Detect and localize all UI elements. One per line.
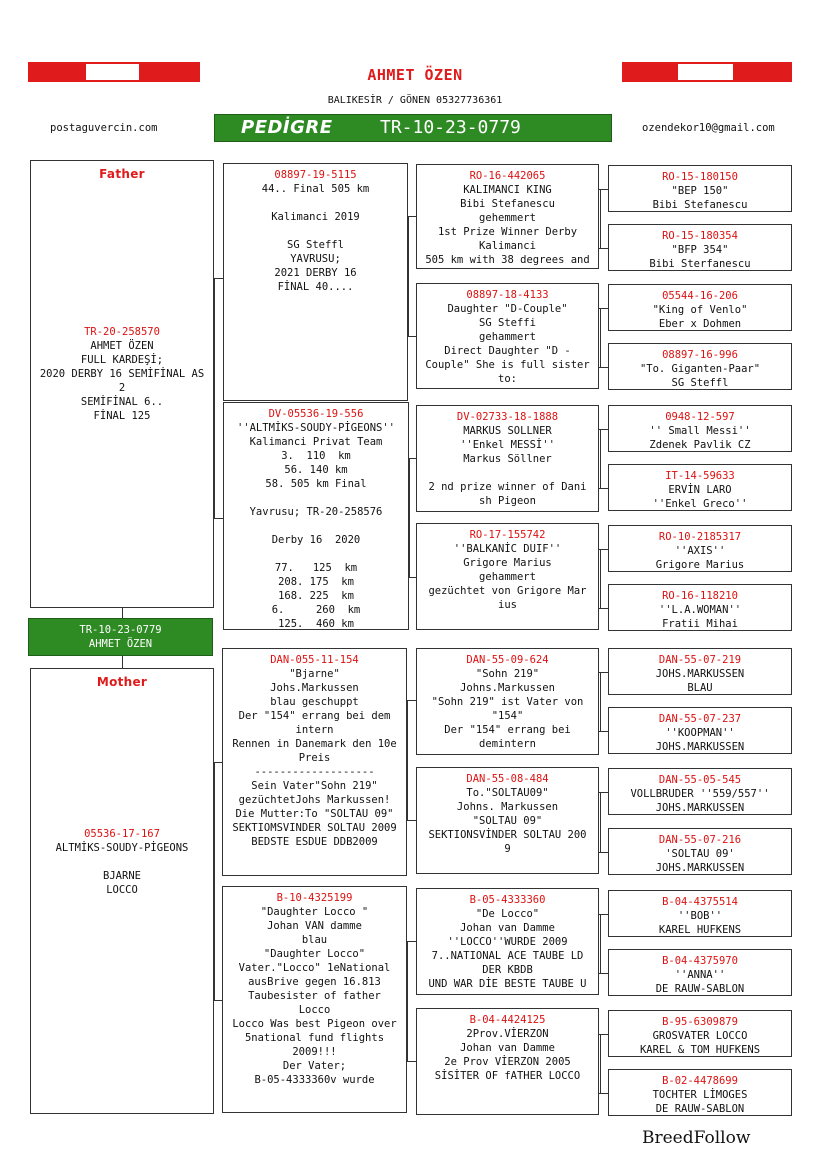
gen3-line: demintern xyxy=(479,738,536,750)
gen4-line: TOCHTER LİMOGES xyxy=(652,1089,748,1101)
brand-logo: BreedFollow xyxy=(642,1128,751,1148)
gen4-box xyxy=(608,284,792,331)
gen2-line: B-05-4333360v wurde xyxy=(254,1074,375,1086)
gen3-line: SİSİTER OF fATHER LOCCO xyxy=(434,1070,581,1082)
gen3-line: "SOLTAU 09" xyxy=(472,815,543,827)
pedigree-label: PEDİGRE xyxy=(241,117,333,138)
gen3-line: gezüchtet von Grigore Mar xyxy=(428,585,587,597)
gen3-line: "De Locco" xyxy=(475,908,540,920)
gen3-ring: B-04-4424125 xyxy=(469,1014,546,1026)
gen2-box xyxy=(222,648,407,876)
gen2-line xyxy=(224,519,408,533)
gen4-line: ''L.A.WOMAN'' xyxy=(658,604,742,616)
gen4-line: JOHS.MARKUSSEN xyxy=(655,741,745,753)
gen3-line: gehammert xyxy=(479,331,536,343)
father-line: SEMİFİNAL 6.. xyxy=(80,396,164,408)
gen3-line: Bibi Stefanescu xyxy=(460,198,555,210)
gen3-line: Markus Söllner xyxy=(463,453,552,465)
gen2-line: blau xyxy=(301,934,328,946)
connector-line xyxy=(409,458,416,459)
gen3-line: 7..NATIONAL ACE TAUBE LD xyxy=(431,950,584,962)
gen4-line: ''KOOPMAN'' xyxy=(665,727,735,739)
connector-line xyxy=(599,608,608,609)
gen3-ring: RO-16-442065 xyxy=(469,170,546,182)
gen4-line: Zdenek Pavlik CZ xyxy=(649,439,751,451)
connector-line xyxy=(408,216,416,217)
gen4-box xyxy=(608,1069,792,1116)
mother-line: LOCCO xyxy=(106,884,138,896)
gen3-line: gehemmert xyxy=(479,212,536,224)
subject-ring: TR-10-23-0779 xyxy=(79,624,162,636)
gen4-ring: DAN-55-07-216 xyxy=(658,834,742,846)
website-text: postaguvercin.com xyxy=(50,122,158,134)
gen4-line: ''BOB'' xyxy=(677,910,723,922)
gen2-line: "Daughter Locco " xyxy=(260,906,369,918)
father-line: AHMET ÖZEN xyxy=(90,340,154,352)
gen3-ring: DAN-55-09-624 xyxy=(466,654,549,666)
gen4-ring: RO-15-180354 xyxy=(662,230,738,242)
gen3-line: Grigore Marius xyxy=(463,557,552,569)
gen3-line: 505 km with 38 degrees and xyxy=(425,254,590,266)
mother-label: Mother xyxy=(96,675,148,689)
gen3-ring: DAN-55-08-484 xyxy=(466,773,549,785)
connector-line xyxy=(599,731,608,732)
gen2-line: Sein Vater"Sohn 219" xyxy=(251,780,378,792)
gen2-line: Der Vater; xyxy=(282,1060,347,1072)
connector-line xyxy=(599,1034,608,1035)
gen4-line: 'SOLTAU 09' xyxy=(665,848,735,860)
gen2-line: 208. 175 km xyxy=(278,576,354,588)
gen2-line xyxy=(224,491,408,505)
gen3-line: 2e Prov VİERZON 2005 xyxy=(444,1056,571,1068)
gen2-line: Locco Was best Pigeon over xyxy=(232,1018,397,1030)
gen3-line: ''BALKANİC DUIF'' xyxy=(453,543,562,555)
gen2-ring: 08897-19-5115 xyxy=(274,169,357,181)
gen3-line: Couple" She is full sister xyxy=(425,359,590,371)
subject-box xyxy=(28,618,213,656)
connector-line xyxy=(408,216,409,336)
connector-line xyxy=(599,367,608,368)
connector-line xyxy=(407,700,408,820)
connector-line xyxy=(600,549,601,608)
gen4-line: Bibi Stefanescu xyxy=(652,199,748,211)
gen3-ring: RO-17-155742 xyxy=(469,529,546,541)
gen4-line: '' Small Messi'' xyxy=(649,425,751,437)
gen4-line: GROSVATER LOCCO xyxy=(652,1030,748,1042)
gen4-ring: DAN-55-05-545 xyxy=(658,774,742,786)
gen4-line: ''ANNA'' xyxy=(674,969,726,981)
connector-line xyxy=(407,820,416,821)
gen4-line: "BEP 150" xyxy=(671,185,729,197)
gen2-line: Johs.Markussen xyxy=(270,682,359,694)
gen2-box xyxy=(223,402,409,630)
gen4-ring: DAN-55-07-219 xyxy=(658,654,742,666)
connector-line xyxy=(214,278,215,518)
gen4-line: ''AXIS'' xyxy=(674,545,726,557)
gen3-line: to: xyxy=(498,373,517,385)
breeder-location: BALIKESİR / GÖNEN 05327736361 xyxy=(327,95,503,106)
gen2-line xyxy=(224,196,407,210)
connector-line xyxy=(407,941,416,942)
gen3-line: SG Steffi xyxy=(479,317,536,329)
mother-line: ALTMİKS-SOUDY-PİGEONS xyxy=(55,842,189,854)
mother-line xyxy=(31,855,213,869)
gen3-line: UND WAR DİE BESTE TAUBE U xyxy=(428,978,587,990)
gen2-line: Der "154" errang bei dem xyxy=(238,710,391,722)
gen2-line: BEDSTE ESDUE DDB2009 xyxy=(251,836,378,848)
gen4-line: DE RAUW-SABLON xyxy=(655,983,745,995)
gen3-line: 2Prov.VİERZON xyxy=(466,1028,549,1040)
gen4-ring: B-95-6309879 xyxy=(662,1016,738,1028)
gen2-line: Derby 16 2020 xyxy=(271,534,361,546)
gen2-line: FİNAL 40.... xyxy=(277,281,354,293)
right-flag xyxy=(622,62,792,82)
gen4-ring: B-04-4375514 xyxy=(662,896,738,908)
gen2-line: Die Mutter:To "SOLTAU 09" xyxy=(235,808,394,820)
gen2-line: 3. 110 km xyxy=(281,450,351,462)
father-line: FİNAL 125 xyxy=(93,410,151,422)
connector-line xyxy=(600,672,601,731)
gen2-line: Kalimanci 2019 xyxy=(271,211,360,223)
gen3-line: Johan van Damme xyxy=(460,922,555,934)
gen2-line xyxy=(224,224,407,238)
gen2-line: Kalimanci Privat Team xyxy=(249,436,383,448)
gen4-line: "King of Venlo" xyxy=(652,304,748,316)
gen2-line: 56. 140 km xyxy=(284,464,348,476)
gen2-line: Taubesister of father xyxy=(248,990,381,1002)
connector-line xyxy=(599,914,608,915)
gen3-box xyxy=(416,888,599,995)
gen3-line: "Sohn 219" ist Vater von xyxy=(431,696,584,708)
gen3-line: SEKTIONSVİNDER SOLTAU 200 xyxy=(428,829,587,841)
connector-line xyxy=(599,672,608,673)
gen2-line: gezüchtetJohs Markussen! xyxy=(238,794,391,806)
gen4-ring: 0948-12-597 xyxy=(665,411,735,423)
connector-line xyxy=(600,308,601,367)
gen2-line: Johan VAN damme xyxy=(267,920,362,932)
gen3-line xyxy=(417,466,598,480)
gen4-ring: RO-10-2185317 xyxy=(658,531,742,543)
subject-owner: AHMET ÖZEN xyxy=(88,638,153,650)
connector-line xyxy=(214,278,223,279)
gen4-box xyxy=(608,949,792,996)
father-line: 2020 DERBY 16 SEMİFİNAL AS xyxy=(39,368,205,380)
gen3-line: "Sohn 219" xyxy=(475,668,540,680)
connector-line xyxy=(599,488,608,489)
gen4-line: DE RAUW-SABLON xyxy=(655,1103,745,1115)
gen2-box xyxy=(223,163,408,401)
gen4-ring: DAN-55-07-237 xyxy=(658,713,742,725)
connector-line xyxy=(599,792,608,793)
gen4-box xyxy=(608,343,792,390)
gen4-line: Bibi Sterfanescu xyxy=(649,258,751,270)
gen2-line: 44.. Final 505 km xyxy=(261,183,370,195)
gen4-line: JOHS.MARKUSSEN xyxy=(655,668,745,680)
gen3-line: Daughter "D-Couple" xyxy=(447,303,568,315)
pedigree-banner xyxy=(214,114,612,142)
gen4-ring: IT-14-59633 xyxy=(665,470,735,482)
connector-line xyxy=(409,458,410,577)
connector-line xyxy=(599,248,608,249)
gen2-line: Yavrusu; TR-20-258576 xyxy=(249,506,383,518)
gen4-box xyxy=(608,224,792,271)
gen4-line: "BFP 354" xyxy=(671,244,729,256)
gen2-line: YAVRUSU; xyxy=(290,253,341,265)
gen4-box xyxy=(608,165,792,212)
gen4-box xyxy=(608,1010,792,1057)
banner-ring: TR-10-23-0779 xyxy=(380,117,521,138)
connector-line xyxy=(599,549,608,550)
gen2-ring: DV-05536-19-556 xyxy=(268,408,364,420)
gen3-line: ''LOCCO''WURDE 2009 xyxy=(447,936,568,948)
gen2-line xyxy=(224,547,408,561)
gen4-ring: B-04-4375970 xyxy=(662,955,738,967)
father-ring: TR-20-258570 xyxy=(84,326,160,338)
gen3-line: Johns. Markussen xyxy=(456,801,559,813)
left-flag xyxy=(28,62,200,82)
gen4-box xyxy=(608,464,792,511)
connector-line xyxy=(599,429,608,430)
mother-line: BJARNE xyxy=(103,870,141,882)
gen3-line: 2 nd prize winner of Dani xyxy=(428,481,587,493)
connector-line xyxy=(408,336,416,337)
gen4-box xyxy=(608,890,792,937)
gen3-line: ius xyxy=(498,599,517,611)
gen2-line: 6. 260 km xyxy=(271,604,361,616)
gen3-line: Kalimanci xyxy=(479,240,536,252)
gen4-box xyxy=(608,707,792,754)
gen2-line: 77. 125 km xyxy=(274,562,358,574)
gen2-line: blau geschuppt xyxy=(270,696,359,708)
connector-line xyxy=(600,1034,601,1093)
gen4-ring: 08897-16-996 xyxy=(662,349,738,361)
connector-line xyxy=(599,189,608,190)
gen2-line: 58. 505 km Final xyxy=(265,478,367,490)
gen3-line: To."SOLTAU09" xyxy=(466,787,549,799)
gen3-line: KALIMANCI KING xyxy=(463,184,552,196)
gen2-line: "Bjarne" xyxy=(289,668,340,680)
connector-line xyxy=(409,577,416,578)
gen4-box xyxy=(608,584,792,631)
gen2-line: "Daughter Locco" xyxy=(263,948,366,960)
gen3-line: gehammert xyxy=(479,571,536,583)
connector-line xyxy=(600,429,601,488)
gen2-line: ------------------- xyxy=(254,766,375,778)
gen3-box xyxy=(416,283,599,389)
gen3-line: Direct Daughter "D - xyxy=(444,345,571,357)
mother-box xyxy=(30,668,214,1114)
gen2-line: Rennen in Danemark den 10e xyxy=(232,738,397,750)
gen4-box xyxy=(608,648,792,695)
gen3-box xyxy=(416,164,599,269)
gen4-line: BLAU xyxy=(687,682,713,694)
gen4-ring: 05544-16-206 xyxy=(662,290,738,302)
connector-line xyxy=(214,762,222,763)
gen2-line: intern xyxy=(295,724,334,736)
gen2-line: 168. 225 km xyxy=(278,590,354,602)
mother-ring: 05536-17-167 xyxy=(84,828,160,840)
connector-line xyxy=(599,1093,608,1094)
gen3-line: 1st Prize Winner Derby xyxy=(437,226,578,238)
gen4-ring: RO-16-118210 xyxy=(662,590,738,602)
gen2-line: Preis xyxy=(298,752,331,764)
connector-line xyxy=(407,941,408,1061)
connector-line xyxy=(214,1000,222,1001)
father-line: FULL KARDEŞİ; xyxy=(80,354,164,366)
gen3-box xyxy=(416,1008,599,1115)
gen3-line: DER KBDB xyxy=(482,964,533,976)
connector-line xyxy=(599,852,608,853)
gen4-line: Eber x Dohmen xyxy=(658,318,742,330)
gen3-line: ''Enkel MESSİ'' xyxy=(460,439,555,451)
gen3-box xyxy=(416,648,599,755)
gen4-line: JOHS.MARKUSSEN xyxy=(655,802,745,814)
gen3-line: Johan van Damme xyxy=(460,1042,555,1054)
gen2-line: SEKTIOMSVINDER SOLTAU 2009 xyxy=(232,822,397,834)
gen4-line: ''Enkel Greco'' xyxy=(652,498,748,510)
email-text: ozendekor10@gmail.com xyxy=(642,122,775,134)
gen4-box xyxy=(608,405,792,452)
gen3-ring: 08897-18-4133 xyxy=(466,289,549,301)
gen4-line: Grigore Marius xyxy=(655,559,745,571)
gen2-box xyxy=(222,886,407,1113)
gen4-line: VOLLBRUDER ''559/557'' xyxy=(630,788,770,800)
gen4-line: KAREL HUFKENS xyxy=(658,924,742,936)
father-box xyxy=(30,160,214,608)
gen2-ring: B-10-4325199 xyxy=(276,892,353,904)
gen4-ring: B-02-4478699 xyxy=(662,1075,738,1087)
gen2-line: 125. 460 km xyxy=(278,618,354,630)
father-label: Father xyxy=(99,167,145,181)
gen2-line: ''ALTMİKS-SOUDY-PİGEONS'' xyxy=(236,422,396,434)
gen2-ring: DAN-055-11-154 xyxy=(270,654,359,666)
gen3-line: MARKUS SOLLNER xyxy=(463,425,552,437)
connector-line xyxy=(600,914,601,973)
connector-line xyxy=(407,1061,416,1062)
gen4-box xyxy=(608,828,792,875)
gen3-ring: DV-02733-18-1888 xyxy=(456,411,559,423)
gen4-box xyxy=(608,768,792,815)
gen2-line: 2021 DERBY 16 xyxy=(274,267,357,279)
gen3-line: Johns.Markussen xyxy=(460,682,555,694)
gen4-box xyxy=(608,525,792,572)
gen3-box xyxy=(416,405,599,512)
connector-line xyxy=(600,189,601,248)
connector-line xyxy=(599,308,608,309)
connector-line xyxy=(599,973,608,974)
gen4-line: KAREL & TOM HUFKENS xyxy=(639,1044,761,1056)
gen2-line: 5national fund flights xyxy=(244,1032,385,1044)
gen3-line: Der "154" errang bei xyxy=(444,724,571,736)
gen2-line: Locco xyxy=(298,1004,331,1016)
gen2-line: ausBrive gegen 16.813 xyxy=(248,976,381,988)
gen4-line: ERVİN LARO xyxy=(668,484,732,496)
connector-line xyxy=(600,792,601,852)
breeder-name: AHMET ÖZEN xyxy=(367,66,463,84)
gen3-line: 9 xyxy=(504,843,511,855)
connector-line xyxy=(407,700,416,701)
gen3-box xyxy=(416,523,599,630)
connector-line xyxy=(122,608,123,618)
gen3-box xyxy=(416,767,599,874)
gen4-line: JOHS.MARKUSSEN xyxy=(655,862,745,874)
father-line: 2 xyxy=(118,382,126,394)
gen2-line: Vater."Locco" 1eNational xyxy=(238,962,391,974)
connector-line xyxy=(122,656,123,668)
gen3-line: sh Pigeon xyxy=(479,495,536,507)
gen4-line: SG Steffl xyxy=(671,377,729,389)
gen3-line: "154" xyxy=(491,710,524,722)
gen2-line: 2009!!! xyxy=(292,1046,337,1058)
gen4-ring: RO-15-180150 xyxy=(662,171,738,183)
connector-line xyxy=(214,518,223,519)
connector-line xyxy=(214,762,215,1000)
gen4-line: Fratii Mihai xyxy=(662,618,738,630)
gen2-line: SG Steffl xyxy=(287,239,344,251)
gen4-line: "To. Giganten-Paar" xyxy=(639,363,761,375)
gen3-ring: B-05-4333360 xyxy=(469,894,546,906)
